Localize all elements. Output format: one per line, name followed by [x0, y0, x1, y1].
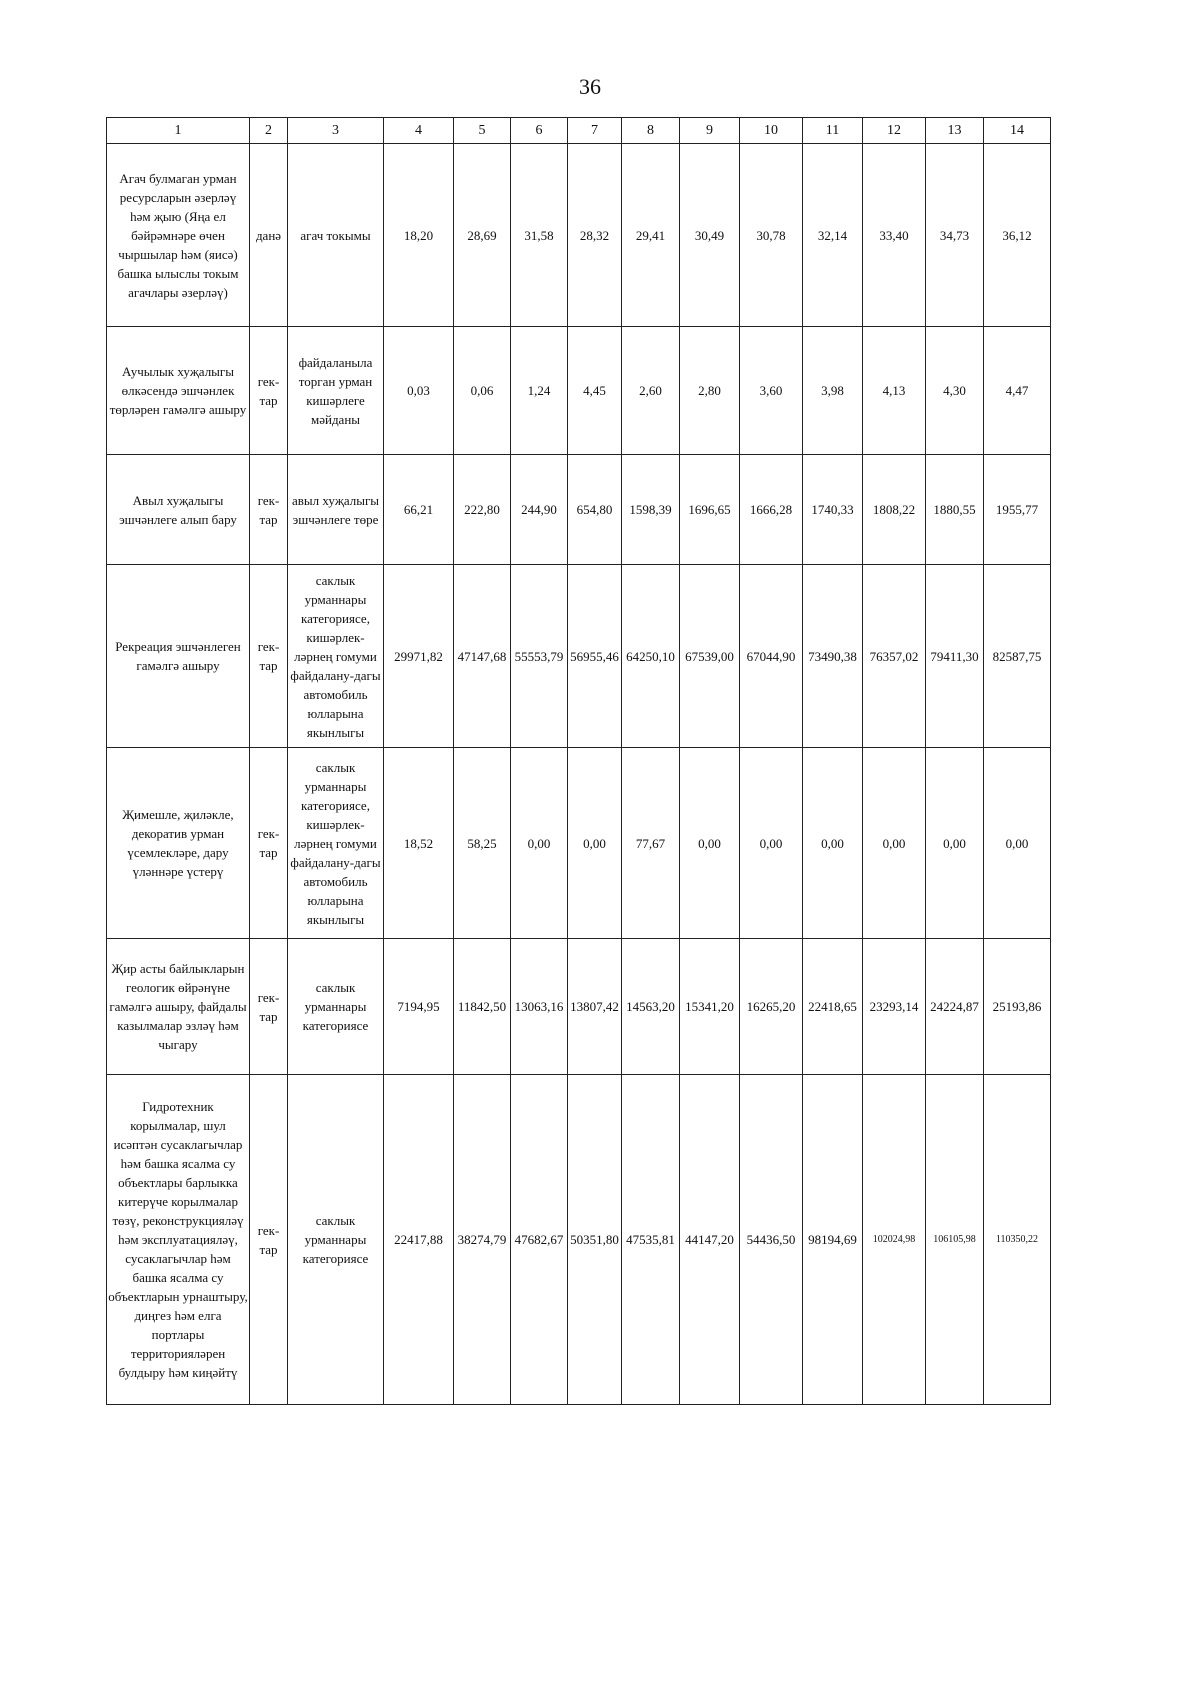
value-cell: 32,14 — [803, 144, 863, 327]
activity-name-cell: Җимешле, җиләкле, декоратив урман үсемлекләре, дару үләннәре үстерү — [107, 748, 250, 939]
value-cell: 1,24 — [511, 327, 568, 455]
value-cell: 77,67 — [622, 748, 680, 939]
value-cell: 1740,33 — [803, 455, 863, 565]
value-cell: 98194,69 — [803, 1075, 863, 1405]
value-cell: 47535,81 — [622, 1075, 680, 1405]
column-header: 8 — [622, 118, 680, 144]
value-cell: 38274,79 — [454, 1075, 511, 1405]
column-header: 1 — [107, 118, 250, 144]
value-cell: 22417,88 — [384, 1075, 454, 1405]
value-cell: 1696,65 — [680, 455, 740, 565]
unit-cell: данә — [250, 144, 288, 327]
value-cell: 30,49 — [680, 144, 740, 327]
value-cell: 76357,02 — [863, 565, 926, 748]
value-cell: 44147,20 — [680, 1075, 740, 1405]
value-cell: 47147,68 — [454, 565, 511, 748]
value-cell: 1880,55 — [926, 455, 984, 565]
value-cell: 1955,77 — [984, 455, 1051, 565]
value-cell: 33,40 — [863, 144, 926, 327]
value-cell: 4,45 — [568, 327, 622, 455]
value-cell: 0,00 — [803, 748, 863, 939]
value-cell: 3,98 — [803, 327, 863, 455]
value-cell: 0,00 — [511, 748, 568, 939]
column-header: 5 — [454, 118, 511, 144]
value-cell: 66,21 — [384, 455, 454, 565]
value-cell: 34,73 — [926, 144, 984, 327]
activity-name-cell: Аучылык хуҗалыгы өлкәсендә эшчәнлек төрләрен гамәлгә ашыру — [107, 327, 250, 455]
value-cell: 67539,00 — [680, 565, 740, 748]
value-cell: 55553,79 — [511, 565, 568, 748]
category-cell: саклык урманнары категориясе — [288, 939, 384, 1075]
column-header: 14 — [984, 118, 1051, 144]
value-cell: 58,25 — [454, 748, 511, 939]
unit-cell: гек-тар — [250, 455, 288, 565]
value-cell: 4,47 — [984, 327, 1051, 455]
value-cell: 0,00 — [926, 748, 984, 939]
value-cell: 0,00 — [863, 748, 926, 939]
value-cell: 25193,86 — [984, 939, 1051, 1075]
data-table — [106, 117, 1051, 1405]
value-cell: 13063,16 — [511, 939, 568, 1075]
value-cell: 110350,22 — [984, 1075, 1051, 1405]
value-cell: 1808,22 — [863, 455, 926, 565]
value-cell: 1598,39 — [622, 455, 680, 565]
value-cell: 30,78 — [740, 144, 803, 327]
value-cell: 0,00 — [984, 748, 1051, 939]
table-row — [107, 327, 1051, 455]
activity-name-cell: Җир асты байлыкларын геологик өйрәнүне гамәлгә ашыру, файдалы казылмалар эзләү һәм чыгару — [107, 939, 250, 1075]
value-cell: 18,20 — [384, 144, 454, 327]
value-cell: 14563,20 — [622, 939, 680, 1075]
column-header: 11 — [803, 118, 863, 144]
value-cell: 28,32 — [568, 144, 622, 327]
activity-name-cell: Рекреация эшчәнлеген гамәлгә ашыру — [107, 565, 250, 748]
value-cell: 54436,50 — [740, 1075, 803, 1405]
value-cell: 16265,20 — [740, 939, 803, 1075]
value-cell: 7194,95 — [384, 939, 454, 1075]
value-cell: 79411,30 — [926, 565, 984, 748]
value-cell: 2,80 — [680, 327, 740, 455]
activity-name-cell: Гидротехник корылмалар, шул исәптән сусаклагычлар һәм башка ясалма су объектлары барлыкка китерүче корылмалар төзү, реконструкцияләү һәм эксплуатацияләү, сусаклагычлар һәм башка ясалма су объектларын урнаштыру, диңгез һәм елга портлары территорияләрен булдыру һәм киңәйтү — [107, 1075, 250, 1405]
category-cell: агач токымы — [288, 144, 384, 327]
value-cell: 11842,50 — [454, 939, 511, 1075]
value-cell: 56955,46 — [568, 565, 622, 748]
value-cell: 4,30 — [926, 327, 984, 455]
value-cell: 31,58 — [511, 144, 568, 327]
value-cell: 4,13 — [863, 327, 926, 455]
value-cell: 1666,28 — [740, 455, 803, 565]
value-cell: 102024,98 — [863, 1075, 926, 1405]
activity-name-cell: Авыл хуҗалыгы эшчәнлеге алып бару — [107, 455, 250, 565]
value-cell: 67044,90 — [740, 565, 803, 748]
column-header: 13 — [926, 118, 984, 144]
column-header: 7 — [568, 118, 622, 144]
value-cell: 23293,14 — [863, 939, 926, 1075]
table-row — [107, 1075, 1051, 1405]
value-cell: 47682,67 — [511, 1075, 568, 1405]
value-cell: 73490,38 — [803, 565, 863, 748]
value-cell: 64250,10 — [622, 565, 680, 748]
page-number: 36 — [579, 74, 601, 99]
category-cell: авыл хуҗалыгы эшчәнлеге төре — [288, 455, 384, 565]
unit-cell: гек-тар — [250, 1075, 288, 1405]
value-cell: 18,52 — [384, 748, 454, 939]
value-cell: 106105,98 — [926, 1075, 984, 1405]
activity-name-cell: Агач булмаган урман ресурсларын әзерләү һәм җыю (Яңа ел бәйрәмнәре өчен чыршылар һәм (яисә) башка ылыслы токым агачлары әзерләү) — [107, 144, 250, 327]
value-cell: 3,60 — [740, 327, 803, 455]
column-number-row — [107, 118, 1051, 144]
column-header: 4 — [384, 118, 454, 144]
value-cell: 0,00 — [740, 748, 803, 939]
unit-cell: гек-тар — [250, 939, 288, 1075]
value-cell: 654,80 — [568, 455, 622, 565]
value-cell: 29,41 — [622, 144, 680, 327]
table-row — [107, 144, 1051, 327]
category-cell: саклык урманнары категориясе, кишәрлек-ләрнең гомуми файдалану-дагы автомобиль юлларына якынлыгы — [288, 748, 384, 939]
value-cell: 13807,42 — [568, 939, 622, 1075]
unit-cell: гек-тар — [250, 748, 288, 939]
value-cell: 2,60 — [622, 327, 680, 455]
category-cell: саклык урманнары категориясе — [288, 1075, 384, 1405]
value-cell: 15341,20 — [680, 939, 740, 1075]
unit-cell: гек-тар — [250, 565, 288, 748]
value-cell: 36,12 — [984, 144, 1051, 327]
value-cell: 28,69 — [454, 144, 511, 327]
value-cell: 244,90 — [511, 455, 568, 565]
column-header: 10 — [740, 118, 803, 144]
value-cell: 0,06 — [454, 327, 511, 455]
table-row — [107, 565, 1051, 748]
table-row — [107, 939, 1051, 1075]
value-cell: 0,03 — [384, 327, 454, 455]
column-header: 3 — [288, 118, 384, 144]
value-cell: 50351,80 — [568, 1075, 622, 1405]
value-cell: 0,00 — [568, 748, 622, 939]
value-cell: 29971,82 — [384, 565, 454, 748]
table-row — [107, 455, 1051, 565]
category-cell: файдаланыла торган урман кишәрлеге мәйданы — [288, 327, 384, 455]
column-header: 6 — [511, 118, 568, 144]
value-cell: 24224,87 — [926, 939, 984, 1075]
table-row — [107, 748, 1051, 939]
column-header: 12 — [863, 118, 926, 144]
value-cell: 0,00 — [680, 748, 740, 939]
category-cell: саклык урманнары категориясе, кишәрлек-ләрнең гомуми файдалану-дагы автомобиль юлларына якынлыгы — [288, 565, 384, 748]
value-cell: 222,80 — [454, 455, 511, 565]
column-header: 2 — [250, 118, 288, 144]
value-cell: 22418,65 — [803, 939, 863, 1075]
column-header: 9 — [680, 118, 740, 144]
value-cell: 82587,75 — [984, 565, 1051, 748]
unit-cell: гек-тар — [250, 327, 288, 455]
